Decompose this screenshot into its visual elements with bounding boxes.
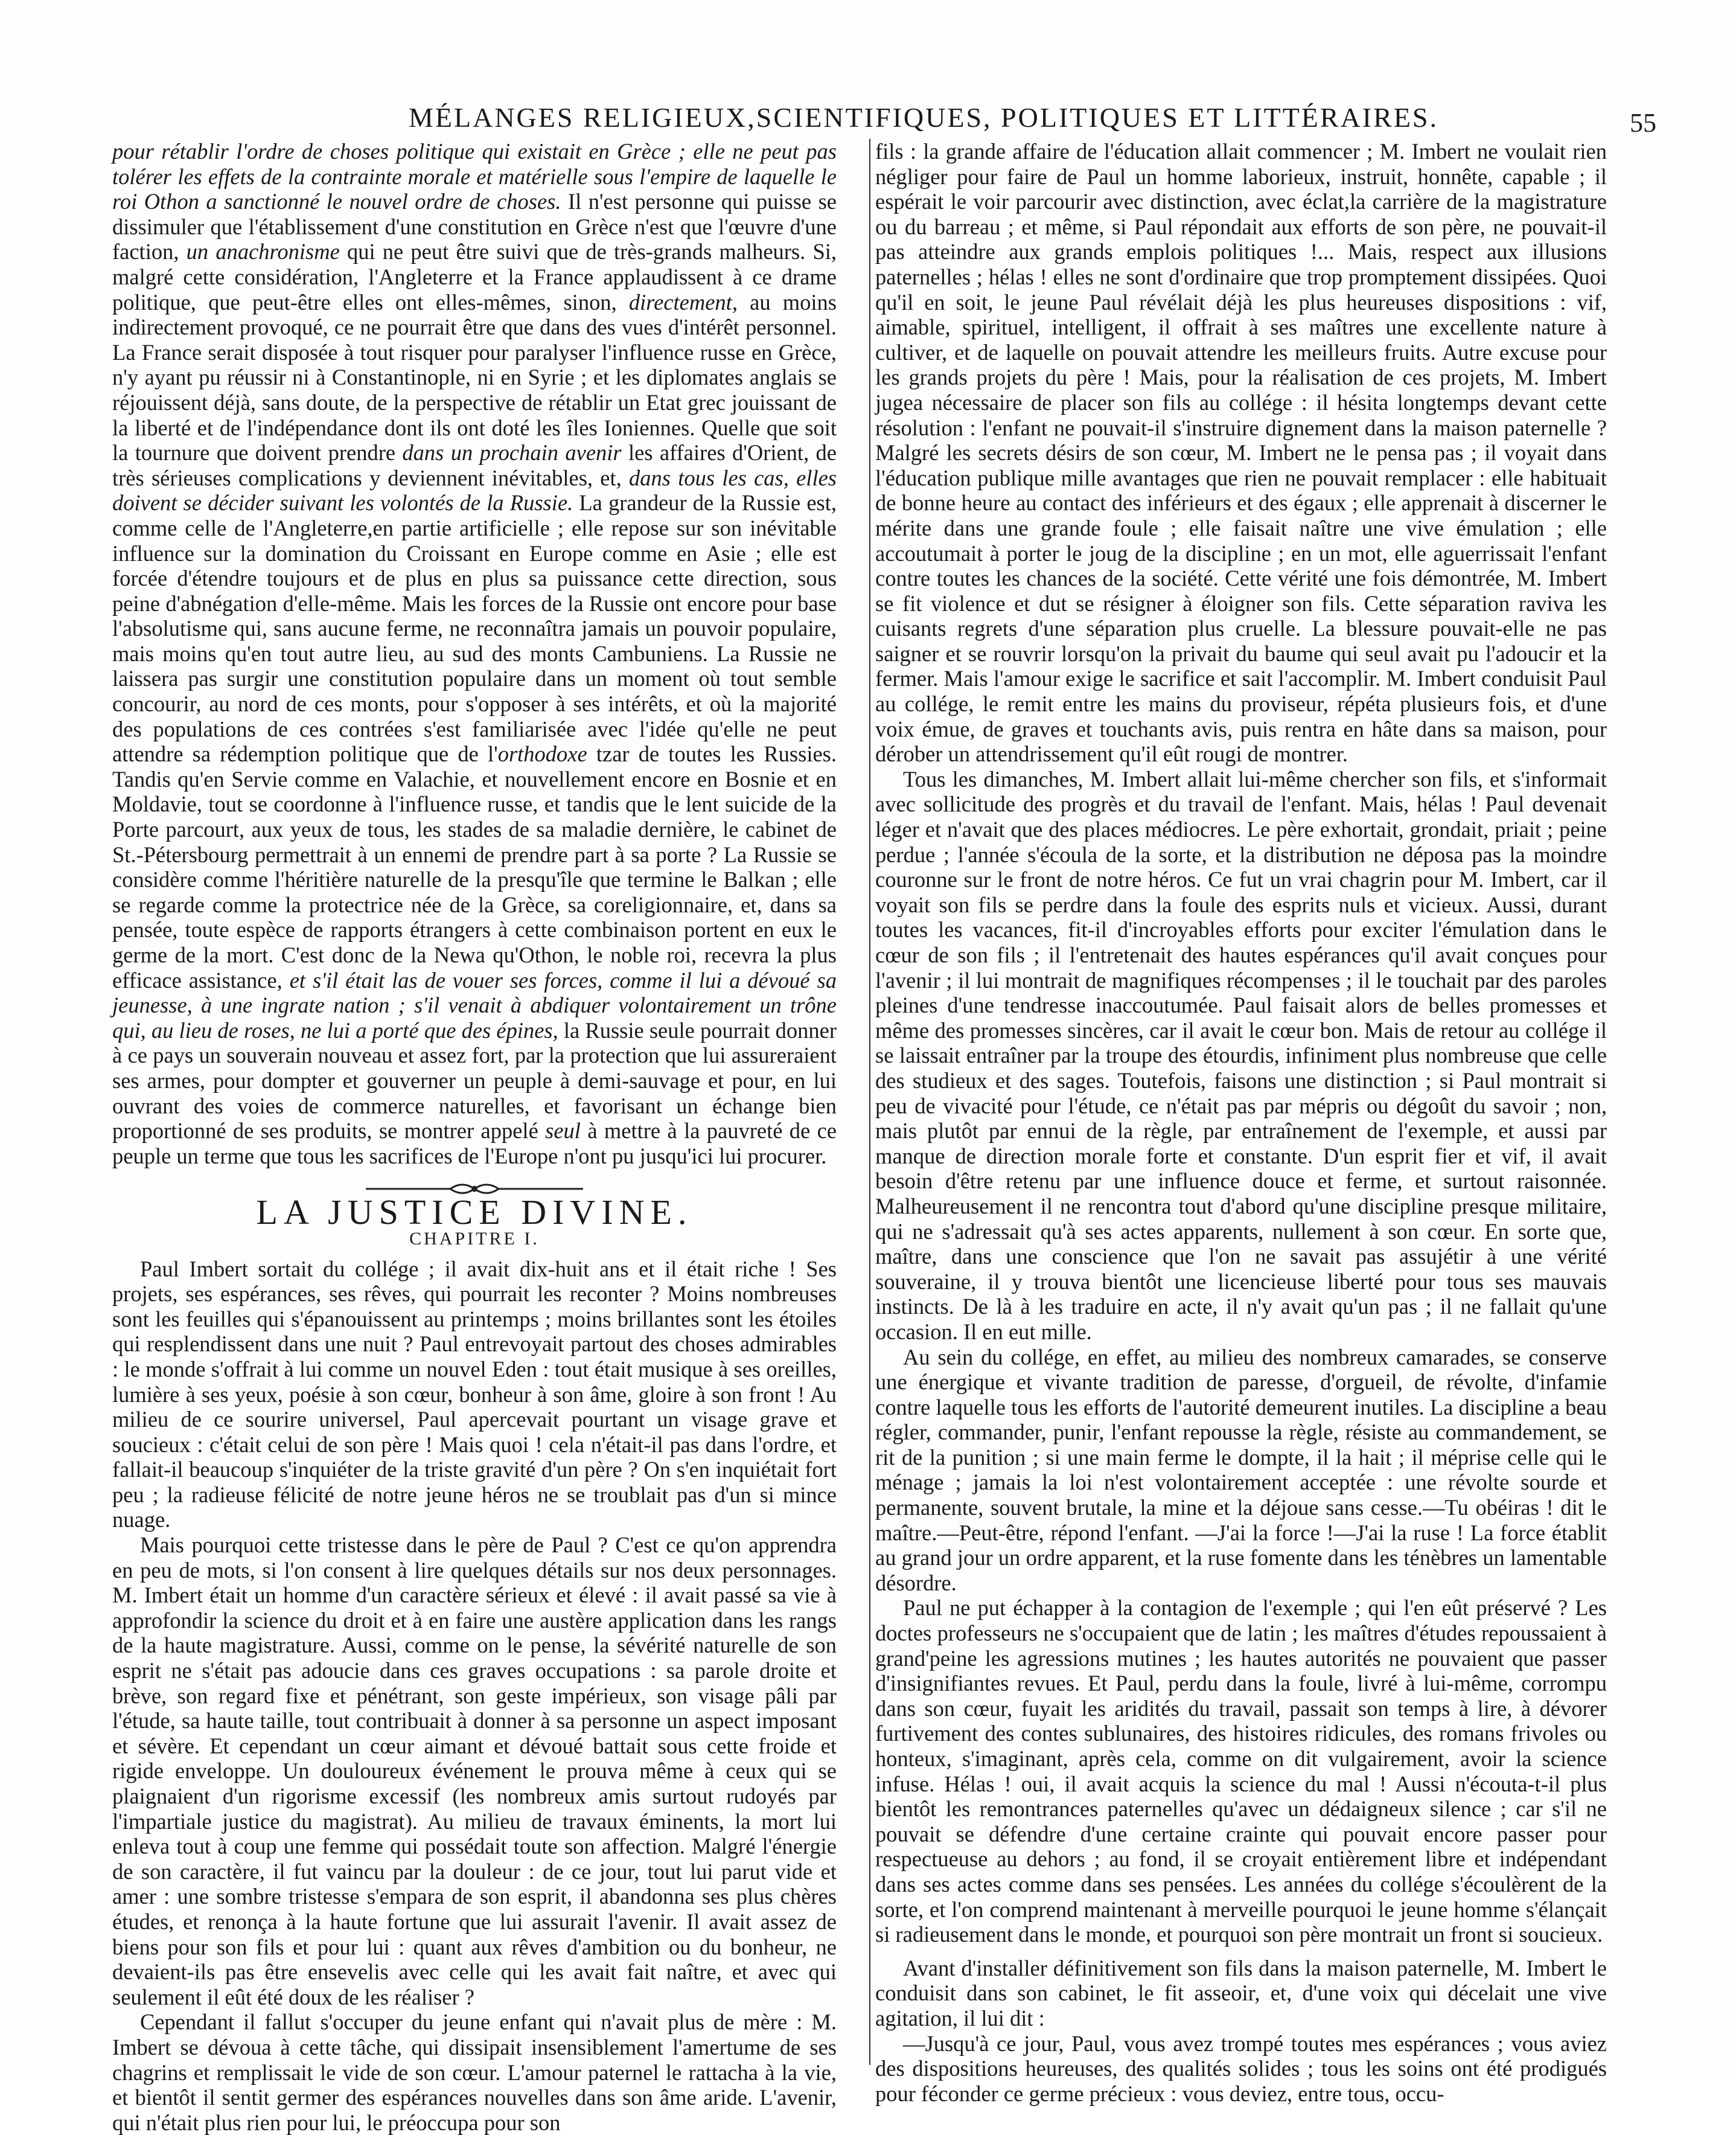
italic-run: orthodoxe: [497, 741, 587, 767]
italic-run: dans tous les cas, elles doivent se décider suivant les volontés de la Russie.: [112, 465, 837, 516]
article-continuation: [112, 139, 837, 1168]
italic-run: dans un prochain avenir: [402, 440, 622, 466]
paragraph: Paul ne put échapper à la contagion de l'exemple ; qui l'en eût préservé ? Les doctes professeurs ne s'occupaient que de latin ; les maîtres d'études repoussaient à grand'peine les agressions mutines ; les hautes autorités ne pouvaient que passer d'insignifiantes revues. Et Paul, perdu dans la foule, livré à lui-même, corrompu dans son cœur, fuyait les aridités du travail, passait son temps à lire, à dévorer furtivement des contes sublunaires, des histoires ridicules, des romans frivoles ou honteux, s'imaginant, après cela, comme on dit vulgairement, avoir la science infuse. Hélas ! oui, il avait acquis la science du mal ! Aussi n'écouta-t-il plus bientôt les remontrances paternelles qu'avec un dédaigneux silence ; car s'il ne pouvait se défendre d'une certaine crainte qui pouvait encore passer pour respectueuse au dehors ; au fond, il se croyait entièrement libre et indépendant dans ses actes comme dans ses pensées. Les années du collége s'écoulèrent de la sorte, et l'on comprend maintenant à merveille pourquoi le jeune homme s'élançait si radieusement dans le monde, et pourquoi son père montrait un front si soucieux.: [875, 1595, 1607, 1947]
text-run: La grandeur de la Russie est, comme celle de l'Angleterre,en partie artificielle ; elle repose sur son inévitable influence sur la domination du Croissant en Europe comme en Asie ; elle est forcée d'étendre toujours et de plus en plus sa puissance cette direction, sous peine d'abnégation d'elle-même. Mais les forces de la Russie ont encore pour base l'absolutisme qui, sans aucune ferme, ne reconnaîtra jamais un pouvoir populaire, mais moins qu'en tout autre lieu, au sud des monts Cambuniens. La Russie ne laissera pas surgir une constitution populaire dans un moment où tout semble concourir, au nord de ces monts, pour s'opposer à ses intérêts, et où la majorité des populations de ces contrées s'est familiarisée avec l'idée qu'elle ne peut attendre sa rédemption politique que de l': [112, 490, 837, 767]
left-column: [112, 139, 837, 2135]
text-run: au moins indirectement provoqué, ce ne pourrait être que dans des vues d'intérêt personnel. La France serait disposée à tout risquer pour paralyser l'influence russe en Grèce, n'y ayant pu réussir ni à Constantinople, ni en Syrie ; et les diplomates anglais se réjouissent déjà, sans doute, de la perspective de rétablir un Etat grec jouissant de la liberté et de l'indépendance dont ils ont doté les îles Ioniennes. Quelle que soit la tournure que doivent prendre: [112, 289, 837, 466]
italic-run: et s'il était las de vouer ses forces, comme il lui a dévoué sa jeunesse, à une ingrate nation ; s'il venait à abdiquer volontairement un trône qui, au lieu de roses, ne lui a porté que des épines,: [112, 967, 837, 1043]
text-run: à mettre à la pauvreté de ce peuple un terme que tous les sacrifices de l'Europe n'ont pu jusqu'ici lui procurer.: [112, 1118, 837, 1168]
italic-run: directement,: [628, 289, 738, 315]
column-divider: [869, 139, 870, 2065]
paragraph: —Jusqu'à ce jour, Paul, vous avez trompé toutes mes espérances ; vous aviez des dispositions heureuses, des qualités solides ; tous les soins ont été prodigués pour féconder ce germe précieux : vous deviez, entre tous, occu-: [875, 2031, 1607, 2106]
text-run: les affaires d'Orient, de très sérieuses complications y deviennent inévitables, et,: [112, 440, 837, 490]
italic-run: un anachronisme: [186, 239, 340, 264]
italic-run: seul: [545, 1118, 581, 1144]
chapter-label: CHAPITRE I.: [409, 1228, 540, 1249]
running-head: MÉLANGES RELIGIEUX,SCIENTIFIQUES, POLITIQUES ET LITTÉRAIRES.: [409, 102, 1438, 133]
article-title: LA JUSTICE DIVINE.: [256, 1192, 693, 1232]
paragraph: Au sein du collége, en effet, au milieu des nombreux camarades, se conserve une énergique et vivante tradition de paresse, d'orgueil, de révolte, d'infamie contre laquelle tous les efforts de l'autorité demeurent inutiles. La discipline a beau régler, commander, punir, l'enfant repousse la règle, résiste au commandement, se rit de la punition ; si une main ferme le dompte, il la hait ; il méprise celle qui le ménage ; jamais la loi n'est volontairement acceptée : une révolte sourde et permanente, souvent brutale, la mine et la déjoue sans cesse.—Tu obéiras ! dit le maître.—Peut-être, répond l'enfant. —J'ai la force !—J'ai la ruse ! La force établit au grand jour un ordre apparent, et la ruse fomente dans les ténèbres un lamentable désordre.: [875, 1344, 1607, 1595]
page-number: 55: [1630, 108, 1656, 138]
text-run: tzar de toutes les Russies. Tandis qu'en Servie comme en Valachie, et nouvellement encore en Bosnie et en Moldavie, tout se coordonne à l'influence russe, et tandis que le lent suicide de la Porte parcourt, aux yeux de tous, les stades de sa maladie dernière, le cabinet de St.-Pétersbourg permettrait à un ennemi de prendre part à sa porte ? La Russie se considère comme l'héritière naturelle de la presqu'île que termine le Balkan ; elle se regarde comme la protectrice née de la Grèce, sa coreligionnaire, et, dans sa pensée, toute espèce de rapports étrangers à cette combinaison portent en eux le germe de la mort. C'est donc de la Newa qu'Othon, le noble roi, recevra la plus efficace assistance,: [112, 741, 837, 993]
right-column: [875, 139, 1607, 2106]
paragraph: Mais pourquoi cette tristesse dans le père de Paul ? C'est ce qu'on apprendra en peu de mots, si l'on consent à lire quelques détails sur nos deux personnages. M. Imbert était un homme d'un caractère sérieux et élevé : il avait passé sa vie à approfondir la science du droit et à en faire une austère application dans les rangs de la haute magistrature. Aussi, comme on le pense, la sévérité naturelle de son esprit ne s'était pas adoucie dans ces graves occupations : sa parole droite et brève, son regard fixe et pénétrant, son geste impérieux, son visage pâli par l'étude, sa haute taille, tout contribuait à donner à sa personne un aspect imposant et sévère. Et cependant un cœur aimant et dévoué battait sous cette froide et rigide enveloppe. Un douloureux événement le prouva même à ceux qui se plaignaient d'un rigorisme excessif (les nombreux amis surtout rudoyés par l'impartiale justice du magistrat). Au milieu de travaux éminents, la mort lui enleva tout à coup une femme qui possédait toute son affection. Malgré l'énergie de son caractère, il fut vaincu par la douleur : de ce jour, tout lui parut vide et amer : une sombre tristesse s'empara de son esprit, il abandonna ses plus chères études, et renonça à la haute fortune que lui assurait l'avenir. Il avait assez de biens pour son fils et pour lui : quant aux rêves d'ambition ou du bonheur, ne devaient-ils pas être ensevelis avec celle qui les avait fait naître, et avec qui seulement il eût été doux de les réaliser ?: [112, 1532, 837, 2009]
paragraph: fils : la grande affaire de l'éducation allait commencer ; M. Imbert ne voulait rien négliger pour faire de Paul un homme laborieux, instruit, honnête, capable ; il espérait le voir parcourir avec distinction, avec éclat,la carrière de la magistrature ou du barreau ; et même, si Paul répondait aux efforts de son père, ne pouvait-il pas atteindre aux grands emplois politiques !... Mais, respect aux illusions paternelles ; hélas ! elles ne sont d'ordinaire que trop promptement dissipées. Quoi qu'il en soit, le jeune Paul révélait déjà les plus heureuses dispositions : vif, aimable, spirituel, intelligent, il offrait à ses maîtres une excellente nature à cultiver, et de laquelle on pouvait attendre les meilleurs fruits. Autre excuse pour les grands projets du père ! Mais, pour la réalisation de ces projets, M. Imbert jugea nécessaire de placer son fils au collége : il hésita longtemps devant cette résolution : l'enfant ne pouvait-il s'instruire dignement dans la maison paternelle ? Malgré les secrets désirs de son cœur, M. Imbert ne le pensa pas ; il voyait dans l'éducation publique mille avantages que rien ne pouvait remplacer : elle habituait de bonne heure au contact des inférieurs et des égaux ; elle apprenait à discerner le mérite dans une grande foule ; elle faisait naître une vive émulation ; elle accoutumait à porter le joug de la discipline ; en un mot, elle aguerrissait l'enfant contre toutes les chances de la société. Cette vérité une fois démontrée, M. Imbert se fit violence et dut se résigner à éloigner son fils. Cette séparation raviva les cuisants regrets d'une séparation plus cruelle. La blessure pouvait-elle ne pas saigner et se rouvrir lorsqu'on la privait du baume qui seul avait pu l'adoucir et la fermer. Mais l'amour exige le sacrifice et sait l'accomplir. M. Imbert conduisit Paul au collége, le remit entre les mains du proviseur, répéta plusieurs fois, et d'une voix émue, de graves et touchants avis, puis rentra en hâte dans sa maison, pour dérober un attendrissement qu'il eût rougi de montrer.: [875, 139, 1607, 767]
text-run: qui ne peut être suivi que de très-grands malheurs. Si, malgré cette considération, l'Angleterre et la France applaudissent à ce drame politique, que peut-être elles ont elles-mêmes, sinon,: [112, 239, 837, 315]
text-run: la Russie seule pourrait donner à ce pays un souverain nouveau et assez fort, par la protection que lui assureraient ses armes, pour dompter et gouverner un peuple à demi-sauvage et pour, en lui ouvrant des voies de commerce naturelles, et favorisant un échange bien proportionné de ses produits, se montrer appelé: [112, 1017, 837, 1144]
paragraph: Tous les dimanches, M. Imbert allait lui-même chercher son fils, et s'informait avec sollicitude des progrès et du travail de l'enfant. Mais, hélas ! Paul devenait léger et n'avait que des places médiocres. Le père exhortait, grondait, priait ; peine perdue ; l'année s'écoula de la sorte, et la distribution ne déposa pas la moindre couronne sur le front de notre héros. Ce fut un vrai chagrin pour M. Imbert, car il voyait son fils se perdre dans la foule des esprits nuls et vicieux. Aussi, durant toutes les vacances, fit-il d'incroyables efforts pour exciter l'émulation dans le cœur de son fils ; il l'entretenait des hautes espérances qu'il avait conçues pour l'avenir ; il lui montrait de magnifiques récompenses ; il le touchait par des paroles pleines d'une tendresse inaccoutumée. Paul faisait alors de belles promesses et même des promesses sincères, car il avait le cœur bon. Mais de retour au collége il se laissait entraîner par la troupe des étourdis, infiniment plus nombreuse que celle des studieux et des sages. Toutefois, faisons une distinction ; si Paul montrait si peu de vivacité pour l'étude, ce n'était pas par mépris ou dégoût du savoir ; non, mais plutôt par ennui de la règle, par entraînement de l'exemple, et aussi par manque de direction morale forte et constante. D'un esprit fier et vif, il avait besoin d'être retenu par une influence douce et ferme, et surtout raisonnée. Malheureusement il ne rencontra tout d'abord qu'une discipline presque militaire, qui ne s'adressait qu'à ses actes apparents, nullement à son cœur. En sorte que, maître, dans une conscience que l'on ne savait pas assujétir à une vérité souveraine, il y trouva bientôt une licencieuse liberté pour tous ses mauvais instincts. De là à les traduire en acte, il n'y avait qu'un pas ; il ne fallait qu'une occasion. Il en eut mille.: [875, 766, 1607, 1344]
paragraph: Cependant il fallut s'occuper du jeune enfant qui n'avait plus de mère : M. Imbert se dévoua à cette tâche, qui dissipait insensiblement l'amertume de ses chagrins et remplissait le vide de son cœur. L'amour paternel le rattacha à la vie, et bientôt il sentit germer des espérances nouvelles dans son âme aride. L'avenir, qui n'était plus rien pour lui, le préoccupa pour son: [112, 2009, 837, 2135]
paragraph: Paul Imbert sortait du collége ; il avait dix-huit ans et il était riche ! Ses projets, ses espérances, ses rêves, qui pourrait les reconter ? Moins nombreuses sont les feuilles qui s'épanouissent au printemps ; moins brillantes sont les étoiles qui resplendissent dans une nuit ? Paul entrevoyait partout des choses admirables : le monde s'offrait à lui comme un nouvel Eden : tout était musique à ses oreilles, lumière à ses yeux, poésie à son cœur, bonheur à son âme, gloire à son front ! Au milieu de ce sourire universel, Paul apercevait pourtant un visage grave et soucieux : c'était celui de son père ! Mais quoi ! cela n'était-il pas dans l'ordre, et fallait-il beaucoup s'inquiéter de la triste gravité d'un père ? On s'en inquiétait fort peu ; la radieuse félicité de notre jeune héros ne se troublait pas d'un si mince nuage.: [112, 1256, 837, 1532]
italic-run: pour rétablir l'ordre de choses politique qui existait en Grèce ; elle ne peut pas tolérer les effets de la contrainte morale et matérielle sous l'empire de laquelle le roi Othon a sanctionné le nouvel ordre de choses.: [112, 139, 837, 214]
paragraph: Avant d'installer définitivement son fils dans la maison paternelle, M. Imbert le conduisit dans son cabinet, le fit asseoir, et, d'une voix qui décelait une vive agitation, il lui dit :: [875, 1955, 1607, 2031]
text-run: Il n'est personne qui puisse se dissimuler que l'établissement d'une constitution en Grèce n'est que l'œuvre d'une faction,: [112, 189, 837, 264]
